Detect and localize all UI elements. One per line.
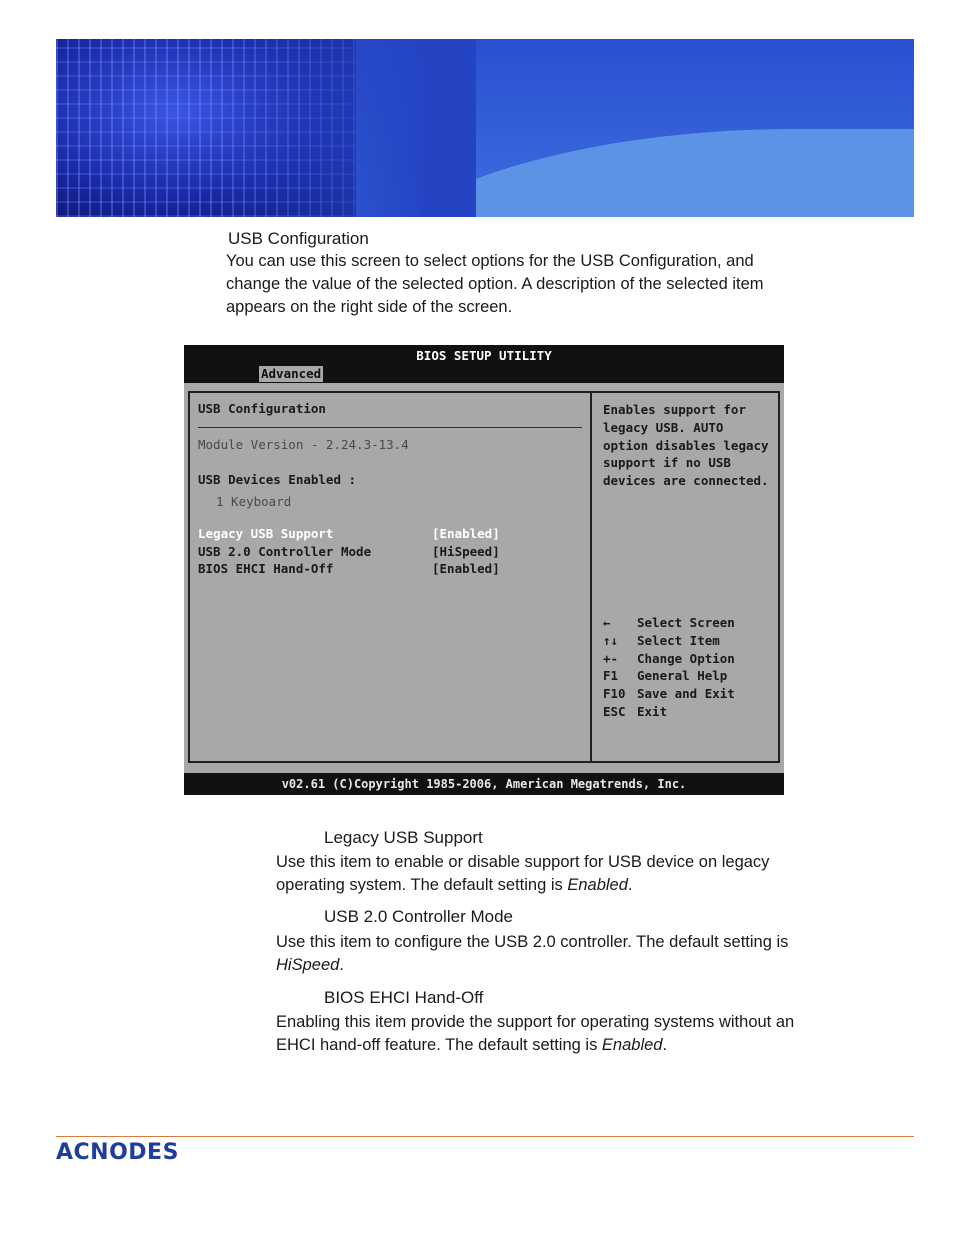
item-desc-legacy-usb: Use this item to enable or disable support for USB device on legacy operating system. The default setting is Enabled. — [276, 853, 770, 894]
setting-ehci-handoff-value[interactable]: [Enabled] — [432, 561, 500, 576]
key-row — [603, 614, 735, 632]
key-esc: ESC — [603, 703, 626, 719]
key-row — [603, 632, 735, 650]
key-action: General Help — [637, 668, 728, 684]
item-title-ehci-handoff: BIOS EHCI Hand-Off — [324, 988, 484, 1007]
key-plus-minus: +- — [603, 650, 619, 666]
section-intro: You can use this screen to select options for the USB Configuration, and change the value of the selected option. A description of the selected item appears on the right side of the screen. — [226, 252, 764, 316]
bios-copyright-bar: v02.61 (C)Copyright 1985-2006, American Megatrends, Inc. — [184, 773, 784, 795]
key-row — [603, 703, 735, 721]
bios-utility-title: BIOS SETUP UTILITY — [416, 348, 552, 363]
key-f1: F1 — [603, 668, 619, 684]
item-desc-usb2-mode: Use this item to configure the USB 2.0 controller. The default setting is HiSpeed. — [276, 933, 789, 974]
section-title: USB Configuration — [228, 229, 369, 248]
bios-key-legend — [603, 614, 735, 721]
acnodes-logo: ACNODES — [56, 1140, 179, 1165]
key-row — [603, 667, 735, 685]
module-version: Module Version - 2.24.3-13.4 — [198, 437, 409, 452]
key-row — [603, 685, 735, 703]
key-action: Exit — [637, 703, 668, 719]
item-title-usb2-mode: USB 2.0 Controller Mode — [324, 907, 513, 926]
setting-legacy-usb-value[interactable]: [Enabled] — [432, 526, 500, 541]
footer-rule — [56, 1136, 914, 1137]
key-action: Select Screen — [637, 615, 735, 630]
usb-devices-label: USB Devices Enabled : — [198, 472, 357, 487]
bios-panel-title: USB Configuration — [198, 401, 326, 416]
bios-divider — [590, 391, 592, 763]
setting-usb2-mode-value[interactable]: [HiSpeed] — [432, 544, 500, 559]
key-action: Change Option — [637, 650, 735, 666]
tab-advanced[interactable]: Advanced — [261, 366, 322, 381]
setting-usb2-mode-label[interactable]: USB 2.0 Controller Mode — [198, 544, 372, 559]
setting-ehci-handoff-label[interactable]: BIOS EHCI Hand-Off — [198, 561, 334, 576]
key-row — [603, 650, 735, 668]
item-desc-ehci-handoff: Enabling this item provide the support for operating systems without an EHCI hand-off feature. The default setting is Enabled. — [276, 1013, 795, 1054]
bios-title-rule — [198, 427, 582, 428]
key-action: Save and Exit — [637, 686, 735, 702]
key-up-down: ↑↓ — [603, 632, 619, 648]
key-action: Select Item — [637, 632, 720, 648]
key-f10: F10 — [603, 686, 626, 702]
banner-fade — [216, 39, 476, 217]
bios-screenshot — [184, 345, 784, 795]
item-title-legacy-usb: Legacy USB Support — [324, 828, 483, 847]
setting-legacy-usb-label[interactable]: Legacy USB Support — [198, 526, 334, 541]
key-left-arrow: ← — [603, 615, 611, 630]
usb-devices-value: 1 Keyboard — [216, 494, 292, 509]
header-banner — [56, 39, 914, 217]
bios-help-text: Enables support for legacy USB. AUTO option disables legacy support if no USB devices are connected. — [603, 402, 769, 489]
